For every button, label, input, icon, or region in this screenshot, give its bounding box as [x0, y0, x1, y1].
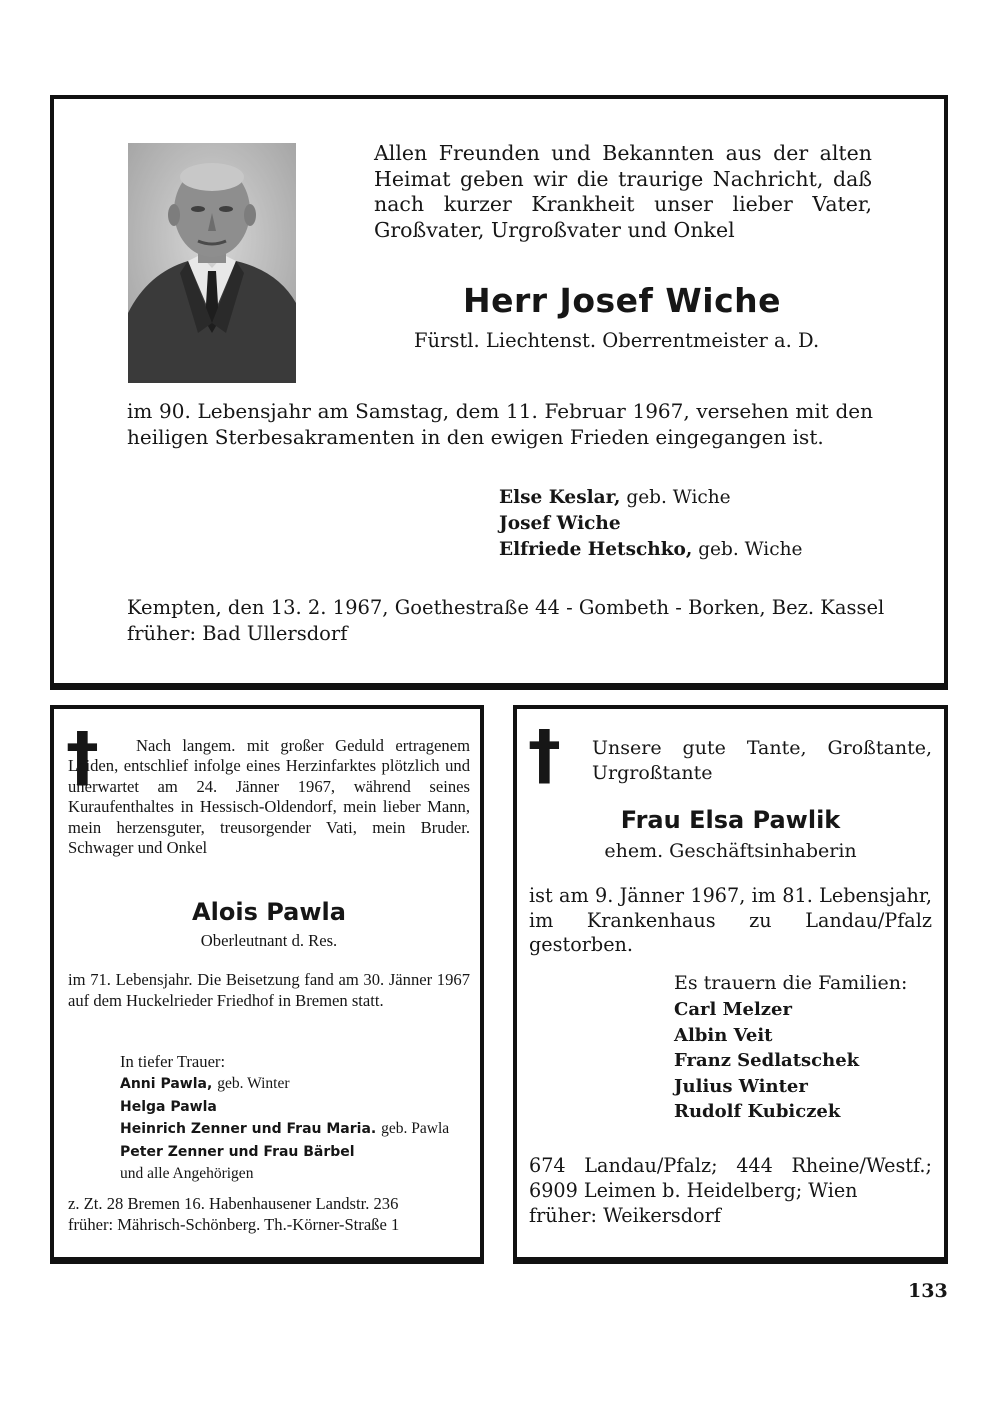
right-address-text: 674 Landau/Pfalz; 444 Rheine/Westf.; 6909 Leimen b. Heidelberg; Wien: [529, 1154, 932, 1202]
page-number: 133: [908, 1280, 948, 1302]
top-deceased-title: Fürstl. Liechtenst. Oberrentmeister a. D.: [414, 329, 820, 352]
right-death-text: ist am 9. Jänner 1967, im 81. Lebensjahr, im Krankenhaus zu Landau/Pfalz gestorben.: [529, 884, 932, 956]
top-former-line: früher: Bad Ullersdorf: [127, 622, 348, 645]
left-deceased-name: Alois Pawla: [192, 898, 346, 926]
left-address-line: z. Zt. 28 Bremen 16. Habenhausener Landstr. 236: [68, 1194, 399, 1213]
mourner-line: Anni Pawla, geb. Winter: [120, 1075, 290, 1092]
left-burial-text: im 71. Lebensjahr. Die Beisetzung fand am 30. Jänner 1967 auf dem Huckelrieder Friedhof in Bremen statt.: [68, 970, 470, 1010]
top-notice-bottom-rule: [50, 687, 948, 690]
mourner-line: Helga Pawla: [120, 1098, 217, 1115]
family-line: Carl Melzer: [674, 999, 792, 1020]
right-deceased-title: ehem. Geschäftsinhaberin: [604, 840, 857, 862]
mourner-line: Heinrich Zenner und Frau Maria. geb. Pawla: [120, 1120, 450, 1137]
left-notice-bottom-rule: [50, 1261, 484, 1264]
right-intro-text: Unsere gute Tante, Großtante, Urgroßtante: [592, 737, 932, 784]
left-former-line: früher: Mährisch-Schönberg. Th.-Körner-Straße 1: [68, 1215, 400, 1234]
right-notice-bottom-rule: [513, 1261, 948, 1264]
top-mourners-list: [499, 485, 802, 563]
portrait-man-icon: [128, 143, 296, 383]
top-address-line: Kempten, den 13. 2. 1967, Goethestraße 44 - Gombeth - Borken, Bez. Kassel: [127, 596, 885, 619]
portrait-photo: [128, 143, 296, 383]
family-line: Franz Sedlatschek: [674, 1050, 860, 1071]
left-intro-text: Nach langem. mit großer Geduld ertragenem Leiden, entschlief infolge eines Herzinfarktes plötzlich und unerwartet am 24. Jänner 1967, während seines Kuraufenthaltes in Hessisch-Oldendorf, mein lieber Mann, mein herzensguter, treusorgender Vati, mein Bruder. Schwager und Onkel: [68, 736, 470, 858]
family-line: Rudolf Kubiczek: [674, 1101, 841, 1122]
right-former-line: früher: Weikersdorf: [529, 1204, 721, 1227]
right-deceased-name: Frau Elsa Pawlik: [620, 806, 841, 834]
left-mourning-label: In tiefer Trauer:: [120, 1052, 226, 1071]
mourner-line: Else Keslar, geb. Wiche: [499, 487, 731, 508]
right-families-list: [674, 997, 859, 1125]
cross-icon: †: [528, 716, 561, 793]
mourner-line: Josef Wiche: [499, 513, 621, 534]
right-mourning-label: Es trauern die Familien:: [674, 972, 908, 994]
left-mourners-list: [120, 1073, 449, 1185]
relatives-line: und alle Angehörigen: [120, 1165, 254, 1182]
top-death-text: im 90. Lebensjahr am Samstag, dem 11. Februar 1967, versehen mit den heiligen Sterbesakramenten in den ewigen Frieden eingegangen ist.: [127, 399, 873, 449]
family-line: Albin Veit: [674, 1024, 773, 1046]
cross-icon: †: [66, 718, 99, 795]
top-deceased-name: Herr Josef Wiche: [463, 281, 782, 320]
mourner-line: Peter Zenner und Frau Bärbel: [120, 1143, 355, 1160]
family-line: Julius Winter: [674, 1075, 808, 1097]
top-intro-text: Allen Freunden und Bekannten aus der alten Heimat geben wir die traurige Nachricht, daß nach kurzer Krankheit unser lieber Vater, Großvater, Urgroßvater und Onkel: [374, 141, 872, 242]
left-deceased-title: Oberleutnant d. Res.: [200, 931, 338, 950]
mourner-line: Elfriede Hetschko, geb. Wiche: [499, 539, 803, 560]
